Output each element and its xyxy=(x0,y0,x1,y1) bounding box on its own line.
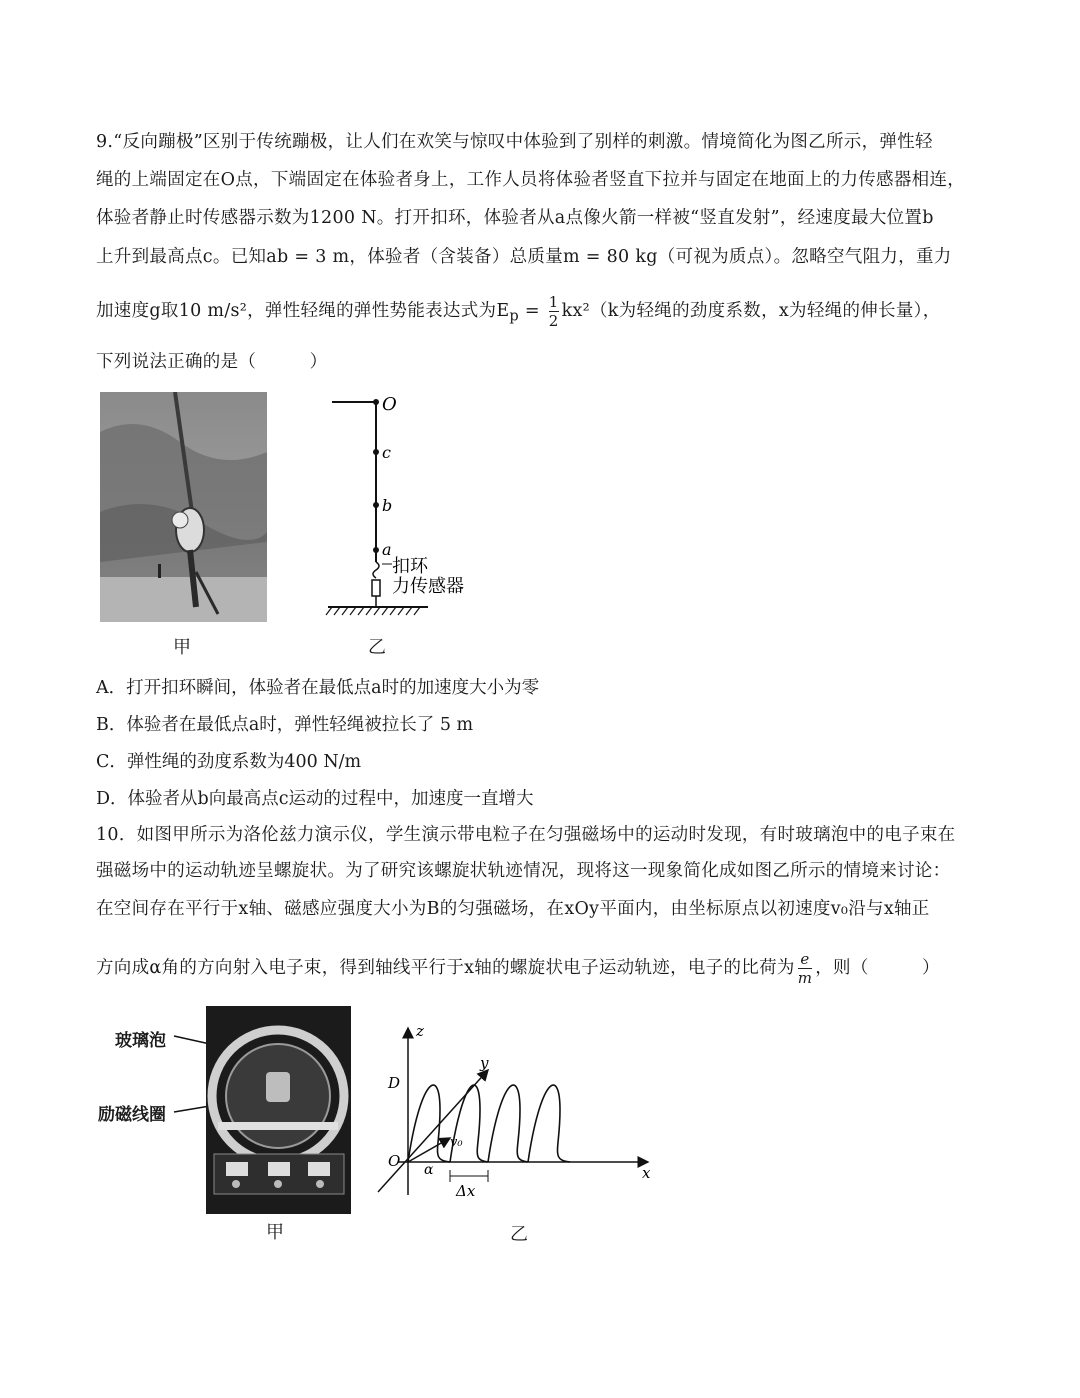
q9-line-5-post: kx²（k为轻绳的劲度系数，x为轻绳的伸长量）， xyxy=(561,301,941,321)
q10-line-2: 强磁场中的运动轨迹呈螺旋状。为了研究该螺旋状轨迹情况，现将这一现象简化成如图乙所示的情境来讨论： xyxy=(96,861,951,881)
q10-line-4 xyxy=(96,950,940,987)
q9-option-b: B．体验者在最低点a时，弹性轻绳被拉长了 5 m xyxy=(96,715,474,735)
q9-line-4: 上升到最高点c。已知ab = 3 m，体验者（含装备）总质量m = 80 kg（可视为质点）。忽略空气阻力，重力 xyxy=(96,247,952,267)
origin-label: O xyxy=(388,1152,401,1170)
helix-diameter-label: D xyxy=(388,1074,401,1092)
q9-line-1: 9.“反向蹦极”区别于传统蹦极，让人们在欢笑与惊叹中体验到了别样的刺激。情境简化为图乙所示，弹性轻 xyxy=(96,132,933,152)
q10-line-3: 在空间存在平行于x轴、磁感应强度大小为B的匀强磁场，在xOy平面内，由坐标原点以初速度v₀沿与x轴正 xyxy=(96,899,930,919)
label-glass-bulb: 玻璃泡 xyxy=(115,1031,166,1051)
bungee-schematic xyxy=(320,390,500,625)
label-O: O xyxy=(382,394,397,415)
q9-fig-left-caption: 甲 xyxy=(173,637,191,658)
label-excitation-coil: 励磁线圈 xyxy=(98,1105,166,1125)
lorentz-demonstrator-photo xyxy=(170,1006,355,1216)
angle-alpha-label: α xyxy=(424,1162,434,1178)
q9-ep-subscript: p xyxy=(509,307,520,325)
q9-option-a: A．打开扣环瞬间，体验者在最低点a时的加速度大小为零 xyxy=(96,678,540,698)
q9-equals: = xyxy=(519,301,546,321)
q9-line-2: 绳的上端固定在O点，下端固定在体验者身上，工作人员将体验者竖直下拉并与固定在地面上的力传感器相连， xyxy=(96,170,966,190)
q9-line-5-pre: 加速度g取10 m/s²，弹性轻绳的弹性势能表达式为E xyxy=(96,301,510,321)
q9-option-d: D．体验者从b向最高点c运动的过程中，加速度一直增大 xyxy=(96,789,534,809)
label-c: c xyxy=(382,443,391,462)
axis-x-label: x xyxy=(642,1164,651,1182)
q9-line-3: 体验者静止时传感器示数为1200 N。打开扣环，体验者从a点像火箭一样被“竖直发射”，经速度最大位置b xyxy=(96,208,934,228)
q10-line-4-pre: 方向成α角的方向射入电子束，得到轴线平行于x轴的螺旋状电子运动轨迹，电子的比荷为 xyxy=(96,958,795,978)
label-sensor: 力传感器 xyxy=(392,576,464,597)
pitch-label: Δx xyxy=(456,1182,476,1200)
q9-frac-num: 1 xyxy=(548,293,559,311)
q9-fig-right-caption: 乙 xyxy=(368,637,386,658)
q10-fig-right-caption: 乙 xyxy=(510,1224,528,1245)
label-b: b xyxy=(382,496,393,515)
q9-line-5 xyxy=(96,293,941,330)
axis-y-label: y xyxy=(480,1054,489,1072)
q10-fraction xyxy=(798,950,813,987)
q9-fraction xyxy=(549,293,559,330)
label-a: a xyxy=(382,540,392,559)
axis-z-label: z xyxy=(416,1022,424,1040)
label-buckle: 扣环 xyxy=(392,556,428,577)
q10-frac-den: m xyxy=(797,969,813,987)
velocity-label: v₀ xyxy=(450,1135,463,1150)
q10-fig-left-caption: 甲 xyxy=(266,1222,284,1243)
q10-line-4-post: ，则（ ） xyxy=(815,958,940,978)
bungee-photo xyxy=(100,392,267,622)
helix-trajectory-diagram xyxy=(370,1020,660,1200)
q9-line-6: 下列说法正确的是（ ） xyxy=(96,352,328,372)
q10-frac-num: e xyxy=(798,950,813,969)
q9-option-c: C．弹性绳的劲度系数为400 N/m xyxy=(96,752,362,772)
q10-line-1: 10．如图甲所示为洛伦兹力演示仪，学生演示带电粒子在匀强磁场中的运动时发现，有时玻璃泡中的电子束在 xyxy=(96,825,956,845)
q9-frac-den: 2 xyxy=(548,312,559,330)
